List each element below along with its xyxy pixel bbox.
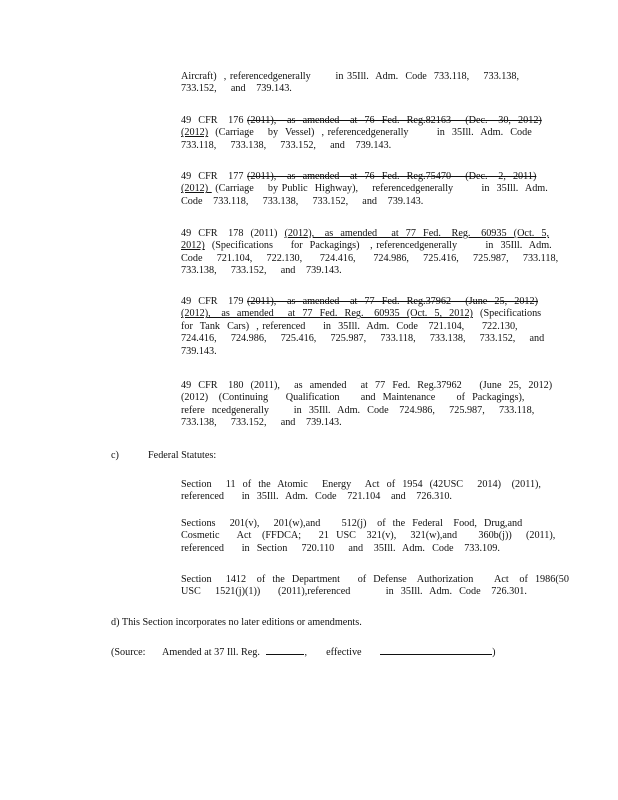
- text-line: [181, 530, 556, 542]
- text-line: [181, 83, 525, 95]
- text-run: referenced in Section 720.110 and 35Ill. Adm. Code 733.109.: [181, 542, 500, 554]
- text-line: [181, 265, 525, 277]
- section-label-c: c): [111, 450, 119, 461]
- cfr-entry: [181, 380, 553, 430]
- text-run: USC 1521(j)(1)) (2011),referenced in 35Ill. Adm. Code 726.301.: [181, 586, 527, 598]
- text-line: [181, 574, 569, 586]
- text-run: (Specifications for Packagings) , referencedgenerally in 35Ill. Adm.: [204, 240, 552, 252]
- text-run: Code 721.104, 722.130, 724.416, 724.986, 725.416, 725.987, 733.118,: [181, 252, 559, 264]
- inserted-text: (2012), as amended at 77 Fed. Reg. 60935 (Oct. 5,: [284, 228, 550, 239]
- text-line: [181, 140, 525, 152]
- inserted-text: (2012): [181, 183, 212, 195]
- text-line: [181, 491, 525, 503]
- text-line: [181, 543, 525, 555]
- text-line: [181, 171, 537, 183]
- text-line: [181, 346, 525, 358]
- register-number-blank: [266, 644, 304, 655]
- text-run: 49 CFR 178 (2011): [181, 228, 285, 239]
- text-line: [181, 321, 525, 333]
- text-run: 49 CFR 177: [181, 171, 248, 182]
- text-run: Cosmetic Act (FFDCA; 21 USC 321(v), 321(w),and 360b(j)) (2011),: [181, 530, 556, 542]
- text-run: referenced in 35Ill. Adm. Code 721.104 and 726.310.: [181, 491, 452, 503]
- text-run: 733.138, 733.152, and 739.143.: [181, 417, 342, 429]
- source-effective-label: effective: [326, 647, 362, 658]
- text-run: 49 CFR 176: [181, 115, 248, 126]
- text-run: for Tank Cars) , referenced in 35Ill. Adm. Code 721.104, 722.130,: [181, 320, 518, 332]
- effective-date-blank: [380, 644, 492, 655]
- source-close-paren: ): [492, 647, 496, 658]
- source-comma: ,: [304, 647, 308, 658]
- no-later-editions-paragraph: d) This Section incorporates no later editions or amendments.: [111, 617, 362, 628]
- text-run: 739.143.: [181, 345, 217, 357]
- text-run: 724.416, 724.986, 725.416, 725.987, 733.118, 733.138, 733.152, and: [181, 333, 545, 345]
- source-amended-text: Amended at 37 Ill. Reg.: [162, 647, 260, 658]
- text-run: (Carriage by Vessel) , referencedgenerally in 35Ill. Adm. Code: [208, 127, 532, 139]
- text-run: (2012) (Continuing Qualification and Maintenance of Packagings),: [181, 392, 525, 404]
- inserted-text: (2012), as amended at 77 Fed. Reg. 60935 (Oct. 5, 2012): [181, 308, 473, 320]
- text-line: [181, 183, 548, 195]
- text-line: [181, 71, 525, 83]
- federal-statutes-heading: Federal Statutes:: [148, 450, 217, 461]
- cfr-entry: [181, 228, 559, 278]
- text-line: [181, 228, 550, 240]
- text-run: 49 CFR 180 (2011), as amended at 77 Fed. Reg.37962 (June 25, 2012): [181, 380, 553, 391]
- inserted-text: (2012): [181, 127, 209, 139]
- statute-entry: [181, 518, 556, 555]
- text-run: 49 CFR 179: [181, 296, 248, 307]
- text-line: [181, 392, 525, 404]
- text-run: 733.152, and 739.143.: [181, 83, 292, 95]
- cfr-entry: [181, 71, 525, 96]
- text-line: [181, 296, 538, 308]
- deleted-text: (2011), as amended at 76 Fed. Reg.75470 (Dec. 2, 2011): [247, 171, 537, 182]
- text-line: [181, 479, 541, 491]
- text-run: Code 733.118, 733.138, 733.152, and 739.143.: [181, 195, 424, 207]
- text-run: refere ncedgenerally in 35Ill. Adm. Code 724.986, 725.987, 733.118,: [181, 404, 535, 416]
- text-line: [181, 196, 525, 208]
- cfr-entry: [181, 296, 545, 358]
- deleted-text: (2011), as amended at 76 Fed. Reg.82163 (Dec. 30, 2012): [247, 115, 542, 126]
- text-line: [181, 115, 542, 127]
- text-run: Sections 201(v), 201(w),and 512(j) of the Federal Food, Drug,and: [181, 518, 523, 529]
- text-line: [181, 518, 525, 530]
- text-line: [181, 404, 535, 417]
- text-run: Section 11 of the Atomic Energy Act of 1954 (42USC 2014) (2011),: [181, 479, 541, 490]
- text-run: Section 1412 of the Department of Defense Authorization Act of 1986(50: [181, 574, 569, 585]
- source-note: [111, 644, 496, 659]
- text-run: 733.118, 733.138, 733.152, and 739.143.: [181, 139, 392, 151]
- text-line: [181, 127, 532, 139]
- inserted-text: 2012): [181, 240, 205, 252]
- text-run: Aircraft) , referencedgenerally in 35Ill. Adm. Code 733.118, 733.138,: [181, 71, 520, 82]
- cfr-entry: [181, 171, 548, 208]
- text-line: [181, 333, 545, 345]
- text-line: [181, 308, 542, 320]
- source-prefix: (Source:: [111, 647, 146, 658]
- text-run: (Carriage by Public Highway), referencedgenerally in 35Ill. Adm.: [211, 183, 548, 195]
- text-line: [181, 380, 553, 392]
- statute-entry: [181, 479, 541, 504]
- text-run: (Specifications: [472, 308, 542, 320]
- statute-entry: [181, 574, 569, 599]
- text-line: [181, 417, 525, 429]
- text-line: [181, 586, 525, 598]
- deleted-text: (2011), as amended at 77 Fed. Reg.37962 (June 25, 2012): [247, 296, 538, 307]
- text-line: [181, 240, 552, 252]
- text-run: 733.138, 733.152, and 739.143.: [181, 265, 342, 277]
- cfr-entry: [181, 115, 542, 152]
- text-line: [181, 252, 559, 265]
